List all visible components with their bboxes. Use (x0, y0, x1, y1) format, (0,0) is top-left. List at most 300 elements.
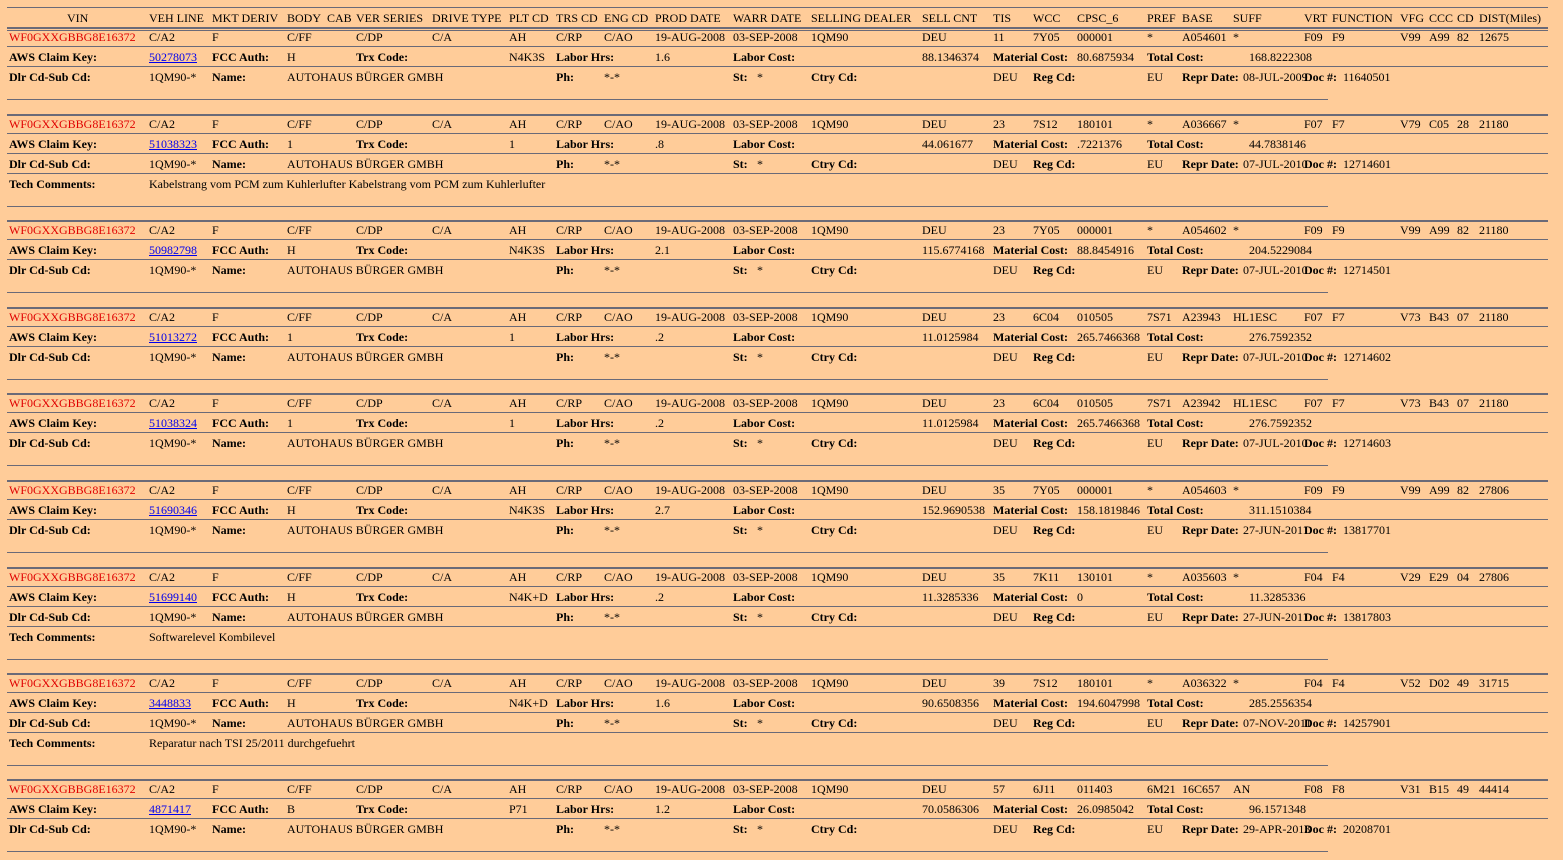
field-suff: * (1233, 676, 1239, 690)
field-mkt: F (212, 570, 219, 584)
value-tcost: 276.7592352 (1249, 416, 1312, 430)
field-prod: 19-AUG-2008 (655, 483, 725, 497)
row-rule (7, 586, 1548, 587)
label-ctry: Ctry Cd: (811, 350, 858, 364)
field-trs: C/RP (556, 676, 583, 690)
field-cpsc: 000001 (1077, 30, 1113, 44)
field-vl: C/A2 (149, 117, 176, 131)
vin-link: WF0GXXGBBG8E16372 (9, 223, 136, 237)
header-ccc: CCC (1429, 11, 1454, 25)
value-ph: *-* (604, 70, 620, 84)
label-name: Name: (212, 70, 246, 84)
field-mkt: F (212, 30, 219, 44)
value-tcost: 204.5229084 (1249, 243, 1312, 257)
record-end-rule (7, 206, 1328, 207)
label-trx: Trx Code: (356, 503, 409, 517)
aws-claim-link[interactable]: 51038323 (149, 137, 197, 151)
field-body: C/FF (287, 396, 312, 410)
field-cpsc: 010505 (1077, 396, 1113, 410)
value-st: * (757, 822, 763, 836)
header-cab: CAB (327, 11, 352, 25)
value-hrs: .2 (655, 416, 664, 430)
value-dlr: 1QM90-* (149, 716, 197, 730)
header-dist-miles: DIST(Miles) (1479, 11, 1541, 25)
value-hrs: 2.7 (655, 503, 670, 517)
value-tcost: 285.2556354 (1249, 696, 1312, 710)
vin-link: WF0GXXGBBG8E16372 (9, 676, 136, 690)
row-rule (7, 412, 1548, 413)
field-pref: * (1147, 483, 1153, 497)
label-aws: AWS Claim Key: (9, 696, 97, 710)
label-dlr: Dlr Cd-Sub Cd: (9, 716, 91, 730)
label-tech-comments: Tech Comments: (9, 736, 96, 750)
field-trs: C/RP (556, 223, 583, 237)
value-tech-comments: Reparatur nach TSI 25/2011 durchgefuehrt (149, 736, 355, 750)
label-doc: Doc #: (1304, 436, 1337, 450)
field-body: C/FF (287, 483, 312, 497)
header-vrt: VRT (1304, 11, 1328, 25)
field-vl: C/A2 (149, 396, 176, 410)
field-ver: C/DP (356, 676, 383, 690)
value-fcc: 1 (287, 330, 293, 344)
label-reg: Reg Cd: (1033, 157, 1076, 171)
field-vfg: V73 (1400, 396, 1421, 410)
field-vrt: F09 (1304, 483, 1323, 497)
field-vfg: V29 (1400, 570, 1421, 584)
aws-claim-link[interactable]: 51013272 (149, 330, 197, 344)
field-cd: 07 (1457, 310, 1469, 324)
label-st: St: (733, 716, 748, 730)
label-doc: Doc #: (1304, 822, 1337, 836)
value-lcost: 88.1346374 (922, 50, 979, 64)
field-suff: * (1233, 223, 1239, 237)
field-dealer: 1QM90 (811, 396, 849, 410)
record-end-rule (7, 292, 1328, 293)
value-trx: N4K3S (509, 503, 546, 517)
value-fcc: 1 (287, 137, 293, 151)
claim-record (7, 220, 1548, 300)
label-fcc: FCC Auth: (212, 50, 270, 64)
field-suff: HL1ESC (1233, 310, 1278, 324)
label-ctry: Ctry Cd: (811, 523, 858, 537)
label-dlr: Dlr Cd-Sub Cd: (9, 350, 91, 364)
field-func: F9 (1332, 223, 1345, 237)
row-rule (7, 66, 1548, 67)
label-ph: Ph: (556, 610, 574, 624)
field-ver: C/DP (356, 310, 383, 324)
value-hrs: 1.2 (655, 802, 670, 816)
value-trx: N4K+D (509, 696, 548, 710)
value-trx: N4K3S (509, 243, 546, 257)
label-total-cost: Total Cost: (1147, 696, 1204, 710)
field-vrt: F09 (1304, 30, 1323, 44)
label-material-cost: Material Cost: (993, 330, 1068, 344)
field-vfg: V99 (1400, 483, 1421, 497)
vin-link: WF0GXXGBBG8E16372 (9, 396, 136, 410)
value-dlr: 1QM90-* (149, 350, 197, 364)
field-eng: C/AO (604, 396, 633, 410)
value-repr: 29-APR-2013 (1243, 822, 1311, 836)
value-lcost: 11.0125984 (922, 416, 979, 430)
field-tis: 23 (993, 117, 1005, 131)
field-eng: C/AO (604, 117, 633, 131)
claim-record (7, 480, 1548, 560)
label-fcc: FCC Auth: (212, 243, 270, 257)
label-total-cost: Total Cost: (1147, 802, 1204, 816)
field-base: A036322 (1182, 676, 1227, 690)
field-base: 16C657 (1182, 782, 1221, 796)
aws-claim-link[interactable]: 50278073 (149, 50, 197, 64)
header-wcc: WCC (1033, 11, 1061, 25)
field-wcc: 7K11 (1033, 570, 1060, 584)
value-hrs: .2 (655, 590, 664, 604)
aws-claim-link[interactable]: 51699140 (149, 590, 197, 604)
label-labor-hrs: Labor Hrs: (556, 503, 615, 517)
label-labor-hrs: Labor Hrs: (556, 137, 615, 151)
field-trs: C/RP (556, 30, 583, 44)
row-rule (7, 46, 1548, 47)
value-trx: N4K+D (509, 590, 548, 604)
field-drv: C/A (432, 396, 453, 410)
field-drv: C/A (432, 676, 453, 690)
field-eng: C/AO (604, 483, 633, 497)
field-func: F7 (1332, 310, 1345, 324)
aws-claim-link[interactable]: 50982798 (149, 243, 197, 257)
field-eng: C/AO (604, 223, 633, 237)
claim-record (7, 27, 1548, 107)
label-aws: AWS Claim Key: (9, 503, 97, 517)
field-pref: * (1147, 223, 1153, 237)
field-cd: 82 (1457, 223, 1469, 237)
field-base: A23942 (1182, 396, 1221, 410)
field-warr: 03-SEP-2008 (733, 676, 798, 690)
value-fcc: B (287, 802, 296, 816)
value-reg: EU (1147, 716, 1163, 730)
label-fcc: FCC Auth: (212, 503, 270, 517)
field-prod: 19-AUG-2008 (655, 396, 725, 410)
field-ccc: C05 (1429, 117, 1450, 131)
label-total-cost: Total Cost: (1147, 137, 1204, 151)
label-tech-comments: Tech Comments: (9, 630, 96, 644)
field-warr: 03-SEP-2008 (733, 223, 798, 237)
value-name: AUTOHAUS BÜRGER GMBH (287, 70, 444, 84)
label-doc: Doc #: (1304, 523, 1337, 537)
label-trx: Trx Code: (356, 137, 409, 151)
field-vrt: F08 (1304, 782, 1323, 796)
field-trs: C/RP (556, 117, 583, 131)
field-dist: 27806 (1479, 483, 1509, 497)
field-vrt: F04 (1304, 570, 1323, 584)
header-function: FUNCTION (1332, 11, 1393, 25)
value-hrs: .2 (655, 330, 664, 344)
field-tis: 35 (993, 570, 1005, 584)
label-total-cost: Total Cost: (1147, 503, 1204, 517)
value-ctry: DEU (993, 436, 1018, 450)
field-dealer: 1QM90 (811, 223, 849, 237)
value-ctry: DEU (993, 157, 1018, 171)
field-dist: 31715 (1479, 676, 1509, 690)
row-rule (7, 346, 1548, 347)
field-vrt: F07 (1304, 310, 1323, 324)
field-trs: C/RP (556, 483, 583, 497)
value-fcc: H (287, 590, 296, 604)
value-hrs: 1.6 (655, 696, 670, 710)
value-lcost: 70.0586306 (922, 802, 979, 816)
label-reg: Reg Cd: (1033, 610, 1076, 624)
record-end-rule (7, 465, 1328, 466)
field-cnt: DEU (922, 117, 947, 131)
label-reg: Reg Cd: (1033, 263, 1076, 277)
vin-link: WF0GXXGBBG8E16372 (9, 483, 136, 497)
value-doc: 12714602 (1343, 350, 1391, 364)
field-drv: C/A (432, 223, 453, 237)
label-doc: Doc #: (1304, 70, 1337, 84)
field-plt: AH (509, 570, 527, 584)
field-ccc: A99 (1429, 223, 1450, 237)
field-ver: C/DP (356, 117, 383, 131)
label-total-cost: Total Cost: (1147, 243, 1204, 257)
value-doc: 12714501 (1343, 263, 1391, 277)
field-body: C/FF (287, 30, 312, 44)
label-dlr: Dlr Cd-Sub Cd: (9, 70, 91, 84)
value-tcost: 96.1571348 (1249, 802, 1306, 816)
record-end-rule (7, 659, 1328, 660)
value-ph: *-* (604, 350, 620, 364)
field-pref: * (1147, 676, 1153, 690)
value-lcost: 44.061677 (922, 137, 973, 151)
field-tis: 11 (993, 30, 1005, 44)
field-dealer: 1QM90 (811, 483, 849, 497)
label-repr: Repr Date: (1182, 436, 1239, 450)
label-trx: Trx Code: (356, 696, 409, 710)
field-cnt: DEU (922, 676, 947, 690)
field-dealer: 1QM90 (811, 310, 849, 324)
label-labor-hrs: Labor Hrs: (556, 416, 615, 430)
label-total-cost: Total Cost: (1147, 330, 1204, 344)
field-vrt: F09 (1304, 223, 1323, 237)
label-doc: Doc #: (1304, 610, 1337, 624)
value-trx: 1 (509, 330, 515, 344)
row-rule (7, 326, 1548, 327)
field-base: A054601 (1182, 30, 1227, 44)
field-mkt: F (212, 396, 219, 410)
header-cpsc-6: CPSC_6 (1077, 11, 1119, 25)
label-ctry: Ctry Cd: (811, 263, 858, 277)
label-name: Name: (212, 523, 246, 537)
field-tis: 23 (993, 223, 1005, 237)
label-labor-cost: Labor Cost: (733, 243, 796, 257)
value-lcost: 115.6774168 (922, 243, 985, 257)
row-rule (7, 712, 1548, 713)
value-tech-comments: Softwarelevel Kombilevel (149, 630, 276, 644)
value-st: * (757, 70, 763, 84)
value-reg: EU (1147, 157, 1163, 171)
label-ctry: Ctry Cd: (811, 157, 858, 171)
field-cd: 82 (1457, 30, 1469, 44)
label-dlr: Dlr Cd-Sub Cd: (9, 822, 91, 836)
field-suff: * (1233, 117, 1239, 131)
record-end-rule (7, 851, 1328, 852)
field-dist: 44414 (1479, 782, 1509, 796)
label-labor-hrs: Labor Hrs: (556, 590, 615, 604)
field-wcc: 6C04 (1033, 310, 1060, 324)
label-name: Name: (212, 822, 246, 836)
field-eng: C/AO (604, 30, 633, 44)
aws-claim-link[interactable]: 51690346 (149, 503, 197, 517)
label-material-cost: Material Cost: (993, 137, 1068, 151)
label-material-cost: Material Cost: (993, 50, 1068, 64)
label-tech-comments: Tech Comments: (9, 177, 96, 191)
label-repr: Repr Date: (1182, 523, 1239, 537)
value-fcc: 1 (287, 416, 293, 430)
label-ctry: Ctry Cd: (811, 610, 858, 624)
field-func: F8 (1332, 782, 1345, 796)
field-mkt: F (212, 223, 219, 237)
label-labor-hrs: Labor Hrs: (556, 50, 615, 64)
label-labor-hrs: Labor Hrs: (556, 243, 615, 257)
field-eng: C/AO (604, 676, 633, 690)
claim-record (7, 114, 1548, 214)
value-mcost: 88.8454916 (1077, 243, 1134, 257)
field-plt: AH (509, 223, 527, 237)
row-rule (7, 519, 1548, 520)
row-rule (7, 818, 1548, 819)
row-rule (7, 732, 1548, 733)
field-cpsc: 180101 (1077, 117, 1113, 131)
aws-claim-link[interactable]: 3448833 (149, 696, 191, 710)
label-ph: Ph: (556, 716, 574, 730)
value-reg: EU (1147, 610, 1163, 624)
claim-record (7, 393, 1548, 473)
value-reg: EU (1147, 350, 1163, 364)
field-tis: 35 (993, 483, 1005, 497)
label-repr: Repr Date: (1182, 70, 1239, 84)
label-trx: Trx Code: (356, 802, 409, 816)
label-labor-hrs: Labor Hrs: (556, 696, 615, 710)
value-st: * (757, 350, 763, 364)
label-material-cost: Material Cost: (993, 802, 1068, 816)
field-cnt: DEU (922, 396, 947, 410)
value-name: AUTOHAUS BÜRGER GMBH (287, 263, 444, 277)
aws-claim-link[interactable]: 4871417 (149, 802, 191, 816)
field-body: C/FF (287, 310, 312, 324)
value-name: AUTOHAUS BÜRGER GMBH (287, 523, 444, 537)
value-mcost: 265.7466368 (1077, 330, 1140, 344)
field-body: C/FF (287, 117, 312, 131)
field-wcc: 7Y05 (1033, 483, 1060, 497)
label-fcc: FCC Auth: (212, 416, 270, 430)
value-doc: 12714603 (1343, 436, 1391, 450)
field-mkt: F (212, 483, 219, 497)
field-warr: 03-SEP-2008 (733, 310, 798, 324)
field-warr: 03-SEP-2008 (733, 570, 798, 584)
label-repr: Repr Date: (1182, 263, 1239, 277)
label-dlr: Dlr Cd-Sub Cd: (9, 436, 91, 450)
value-reg: EU (1147, 822, 1163, 836)
field-wcc: 6J11 (1033, 782, 1056, 796)
field-cpsc: 011403 (1077, 782, 1113, 796)
field-cd: 49 (1457, 676, 1469, 690)
label-aws: AWS Claim Key: (9, 137, 97, 151)
label-trx: Trx Code: (356, 590, 409, 604)
field-tis: 23 (993, 396, 1005, 410)
record-top-rule (7, 307, 1548, 309)
field-pref: * (1147, 570, 1153, 584)
label-aws: AWS Claim Key: (9, 243, 97, 257)
value-ph: *-* (604, 263, 620, 277)
field-dist: 21180 (1479, 117, 1509, 131)
label-doc: Doc #: (1304, 157, 1337, 171)
header-veh-line: VEH LINE (149, 11, 204, 25)
record-top-rule (7, 114, 1548, 116)
label-ph: Ph: (556, 523, 574, 537)
field-mkt: F (212, 117, 219, 131)
value-name: AUTOHAUS BÜRGER GMBH (287, 610, 444, 624)
value-mcost: 80.6875934 (1077, 50, 1134, 64)
field-pref: 6M21 (1147, 782, 1176, 796)
label-material-cost: Material Cost: (993, 503, 1068, 517)
row-rule (7, 432, 1548, 433)
value-mcost: 265.7466368 (1077, 416, 1140, 430)
field-cnt: DEU (922, 310, 947, 324)
header-trs-cd: TRS CD (556, 11, 598, 25)
field-base: A054603 (1182, 483, 1227, 497)
value-ctry: DEU (993, 716, 1018, 730)
value-mcost: 0 (1077, 590, 1083, 604)
label-fcc: FCC Auth: (212, 696, 270, 710)
field-dealer: 1QM90 (811, 30, 849, 44)
field-dist: 21180 (1479, 396, 1509, 410)
field-vfg: V99 (1400, 30, 1421, 44)
field-pref: 7S71 (1147, 396, 1172, 410)
value-name: AUTOHAUS BÜRGER GMBH (287, 716, 444, 730)
value-st: * (757, 157, 763, 171)
value-dlr: 1QM90-* (149, 263, 197, 277)
value-name: AUTOHAUS BÜRGER GMBH (287, 157, 444, 171)
value-ph: *-* (604, 716, 620, 730)
field-vl: C/A2 (149, 570, 176, 584)
value-repr: 07-NOV-2011 (1243, 716, 1312, 730)
record-end-rule (7, 379, 1328, 380)
field-tis: 23 (993, 310, 1005, 324)
field-trs: C/RP (556, 782, 583, 796)
field-body: C/FF (287, 676, 312, 690)
field-prod: 19-AUG-2008 (655, 676, 725, 690)
field-body: C/FF (287, 782, 312, 796)
label-reg: Reg Cd: (1033, 350, 1076, 364)
record-end-rule (7, 765, 1328, 766)
value-fcc: H (287, 696, 296, 710)
label-ctry: Ctry Cd: (811, 70, 858, 84)
label-ctry: Ctry Cd: (811, 822, 858, 836)
value-ph: *-* (604, 822, 620, 836)
value-trx: 1 (509, 416, 515, 430)
field-prod: 19-AUG-2008 (655, 782, 725, 796)
field-drv: C/A (432, 30, 453, 44)
label-st: St: (733, 523, 748, 537)
field-vfg: V79 (1400, 117, 1421, 131)
record-top-rule (7, 779, 1548, 781)
field-body: C/FF (287, 570, 312, 584)
field-dist: 21180 (1479, 223, 1509, 237)
aws-claim-link[interactable]: 51038324 (149, 416, 197, 430)
field-warr: 03-SEP-2008 (733, 396, 798, 410)
record-top-rule (7, 567, 1548, 569)
value-st: * (757, 523, 763, 537)
claim-record (7, 307, 1548, 387)
value-st: * (757, 610, 763, 624)
field-cpsc: 010505 (1077, 310, 1113, 324)
